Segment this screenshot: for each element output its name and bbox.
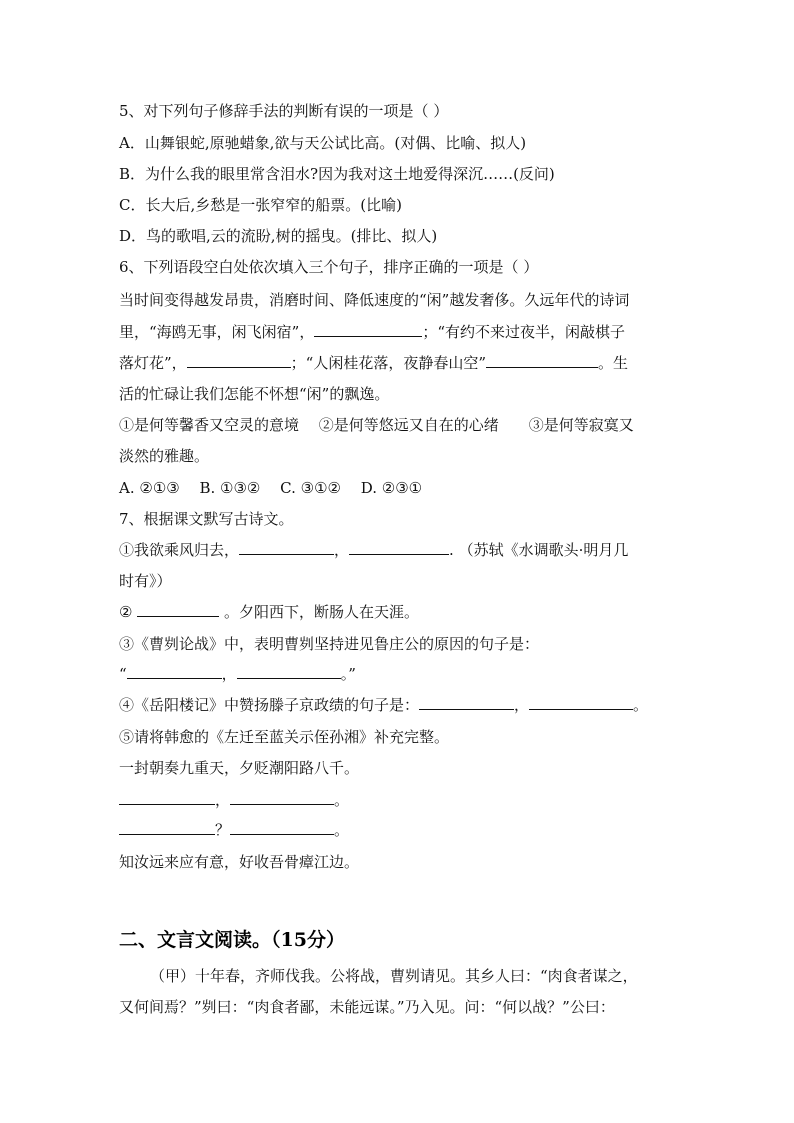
item-text: ，	[215, 791, 231, 809]
fill-blank[interactable]	[230, 791, 334, 805]
fill-blank[interactable]	[349, 541, 449, 555]
fill-blank[interactable]	[187, 354, 291, 368]
q6-passage-line: 活的忙碌让我们怎能不怀想“闲”的飘逸。	[119, 385, 390, 403]
fill-blank[interactable]	[119, 791, 215, 805]
fill-blank[interactable]	[529, 696, 633, 710]
item-text: 。	[334, 791, 350, 809]
q5-option-b: B．为什么我的眼里常含泪水?因为我对这土地爱得深沉……(反问)	[119, 165, 555, 183]
q5-option-d: D．鸟的歌唱,云的流盼,树的摇曳。(排比、拟人)	[119, 227, 438, 245]
passage-text: 。生	[598, 354, 629, 372]
q7-item-5: ⑤请将韩愈的《左迁至蓝关示侄孙湘》补充完整。	[119, 728, 450, 746]
q7-item-2	[119, 602, 419, 622]
q5-stem: 5、对下列句子修辞手法的判断有误的一项是（ ）	[119, 102, 449, 120]
q7-item-4	[119, 695, 648, 715]
item-text: ②	[119, 603, 138, 621]
item-text: ，	[514, 696, 530, 714]
item-text: . （苏轼《水调歌头·明月几	[449, 541, 629, 559]
fill-blank[interactable]	[127, 665, 222, 679]
poem-line: 一封朝奏九重天，夕贬潮阳路八千。	[119, 759, 360, 777]
passage-text: ；“有约不来过夜半，闲敲棋子	[422, 323, 626, 341]
poem-line	[119, 790, 349, 810]
item-text: ，	[334, 541, 350, 559]
item-text: 。	[633, 696, 649, 714]
item-text: ①我欲乘风归去，	[119, 541, 240, 559]
item-text: ④《岳阳楼记》中赞扬滕子京政绩的句子是：	[119, 696, 420, 714]
q7-item-1	[119, 540, 628, 560]
q6-sentence-options: 淡然的雅趣。	[119, 447, 210, 465]
q7-item-1-cont: 时有》）	[119, 572, 172, 590]
fill-blank[interactable]	[239, 541, 334, 555]
fill-blank[interactable]	[419, 696, 514, 710]
q6-sentence-options: ①是何等馨香又空灵的意境 ②是何等悠远又自在的心绪 ③是何等寂寞又	[119, 416, 634, 434]
q6-stem: 6、下列语段空白处依次填入三个句子，排序正确的一项是（ ）	[119, 258, 539, 276]
fill-blank[interactable]	[137, 603, 219, 617]
item-text: 。”	[340, 665, 356, 683]
q5-option-c: C．长大后,乡愁是一张窄窄的船票。(比喻)	[119, 196, 402, 214]
fill-blank[interactable]	[486, 354, 598, 368]
q7-item-3: ③《曹刿论战》中，表明曹刿坚持进见鲁庄公的原因的句子是：	[119, 635, 540, 653]
item-text: 。	[334, 821, 350, 839]
item-text: ，	[221, 665, 237, 683]
item-text: “	[119, 665, 127, 683]
fill-blank[interactable]	[314, 323, 422, 337]
q5-option-a: A．山舞银蛇,原驰蜡象,欲与天公试比高。(对偶、比喻、拟人)	[119, 134, 527, 152]
fill-blank[interactable]	[237, 665, 341, 679]
q6-passage-line	[119, 322, 625, 342]
passage-text: 里，“海鸥无事，闲飞闲宿”，	[119, 323, 315, 341]
q7-item-3-answer	[119, 664, 356, 684]
q6-choices: A. ②①③ B. ①③② C. ③①② D. ②③①	[119, 479, 423, 497]
item-text: ？	[215, 821, 231, 839]
fill-blank[interactable]	[119, 821, 215, 835]
passage-text: ；“人闲桂花落，夜静春山空”	[290, 354, 487, 372]
item-text: 。夕阳西下，断肠人在天涯。	[219, 603, 419, 621]
classical-text-line: （甲）十年春，齐师伐我。公将战，曹刿请见。其乡人曰：“肉食者谋之，	[150, 967, 638, 985]
passage-text: 落灯花”，	[119, 354, 187, 372]
poem-line: 知汝远来应有意，好收吾骨瘴江边。	[119, 853, 360, 871]
classical-text-line: 又何间焉？”刿曰：“肉食者鄙，未能远谋。”乃入见。问：“何以战？”公曰：	[119, 998, 615, 1016]
q7-stem: 7、根据课文默写古诗文。	[119, 510, 294, 528]
poem-line	[119, 820, 349, 840]
q6-passage-line: 当时间变得越发昂贵，消磨时间、降低速度的“闲”越发奢侈。久远年代的诗词	[119, 291, 630, 309]
section-heading: 二、文言文阅读。（15分）	[119, 929, 345, 951]
q6-passage-line	[119, 353, 628, 373]
fill-blank[interactable]	[230, 821, 334, 835]
